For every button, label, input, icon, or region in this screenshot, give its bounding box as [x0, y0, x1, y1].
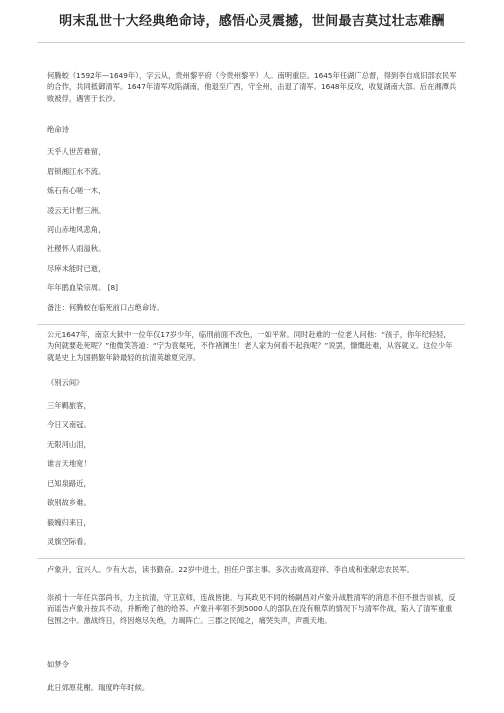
poem-line: 眉锁湘江水不流。 — [47, 167, 106, 176]
poem-line: 尽瘁未能时已逝， — [47, 264, 106, 273]
poem-line: 河山赤地风悲角， — [47, 225, 106, 234]
bio-paragraph: 公元1647年，南京大狱中一位年仅17岁少年，临刑前面不改色，一如平常。同时赴难的一位老人问他：“孩子，你年纪轻轻，为何就要赴死呢？”他微笑答道：“宁为袁粲死，不作褚渊生！老人家为何看不起我呢？”说罢，慷慨赴难，从容就义。这位少年就是史上为国捐躯年龄最轻的抗清英雄夏完淳。 — [47, 330, 453, 362]
poem-line: 凌云无计慰三洲。 — [47, 206, 106, 215]
poem-line: 今日又南冠。 — [47, 420, 91, 429]
poem-title: 如梦令 — [47, 660, 69, 669]
poem-title: 绝命诗 — [47, 125, 69, 134]
divider — [37, 558, 465, 559]
page-title: 明末乱世十大经典绝命诗，感悟心灵震撼，世间最吉莫过壮志难酬 — [59, 14, 445, 29]
bio-paragraph: 崇祯十一年任兵部尚书，力主抗清，守卫京师，连战皆捷。与其政见不同的杨嗣昌对卢象升战胜清军的消息不但不报告崇祯，反而谣告卢象升按兵不动，并断绝了他的给养。卢象升率领不到5000人的部队在没有粮草的情况下与清军作战，陷入了清军重重包围之中。激战终日，终因炮尽矢绝，力竭阵亡。三郡之民闻之，痛哭失声，声震天地。 — [47, 593, 456, 625]
poem-line: 谁言天地宽！ — [47, 459, 91, 468]
note: 备注：何腾蛟在临死前口占绝命诗。 — [47, 303, 164, 312]
divider — [37, 42, 465, 43]
poem-line: 灵旗空际看。 — [47, 537, 91, 546]
poem-line: 无限河山泪， — [47, 440, 91, 449]
divider — [37, 324, 465, 325]
bio-paragraph: 卢象升，宜兴人。少有大志，读书勤奋。22岁中进士，担任户部主事。多次击败高迎祥、李自成和张献忠农民军。 — [47, 565, 414, 574]
poem-line: 三年羁旅客， — [47, 401, 91, 410]
poem-line: 欲别故乡难。 — [47, 498, 91, 507]
poem-line: 炼石有心嗟一木， — [47, 186, 106, 195]
poem-line: 此日郊原花榭。瑞度昨年时候。 — [47, 683, 150, 692]
poem-line: 毅魄归来日， — [47, 518, 91, 527]
poem-line: 年年鹃血染宗周。 [8] — [47, 283, 119, 292]
poem-line: 已知泉路近， — [47, 479, 91, 488]
bio-paragraph: 何腾蛟（1592年—1649年），字云从，贵州黎平府（今贵州黎平）人。南明重臣。1645年任湖广总督，得到李自成旧部农民军的合作，共同抵御清军。1647年清军攻陷湖南，他退至广西，守全州，击退了清军。1648年反攻，收复湖南大部。后在湘潭兵败被俘，遇害于长沙。 — [47, 71, 457, 103]
poem-line: 社稷怀人雨溢秋。 — [47, 244, 106, 253]
poem-line: 天乎人世苦难留， — [47, 147, 106, 156]
poem-title: 《别云间》 — [47, 378, 84, 387]
